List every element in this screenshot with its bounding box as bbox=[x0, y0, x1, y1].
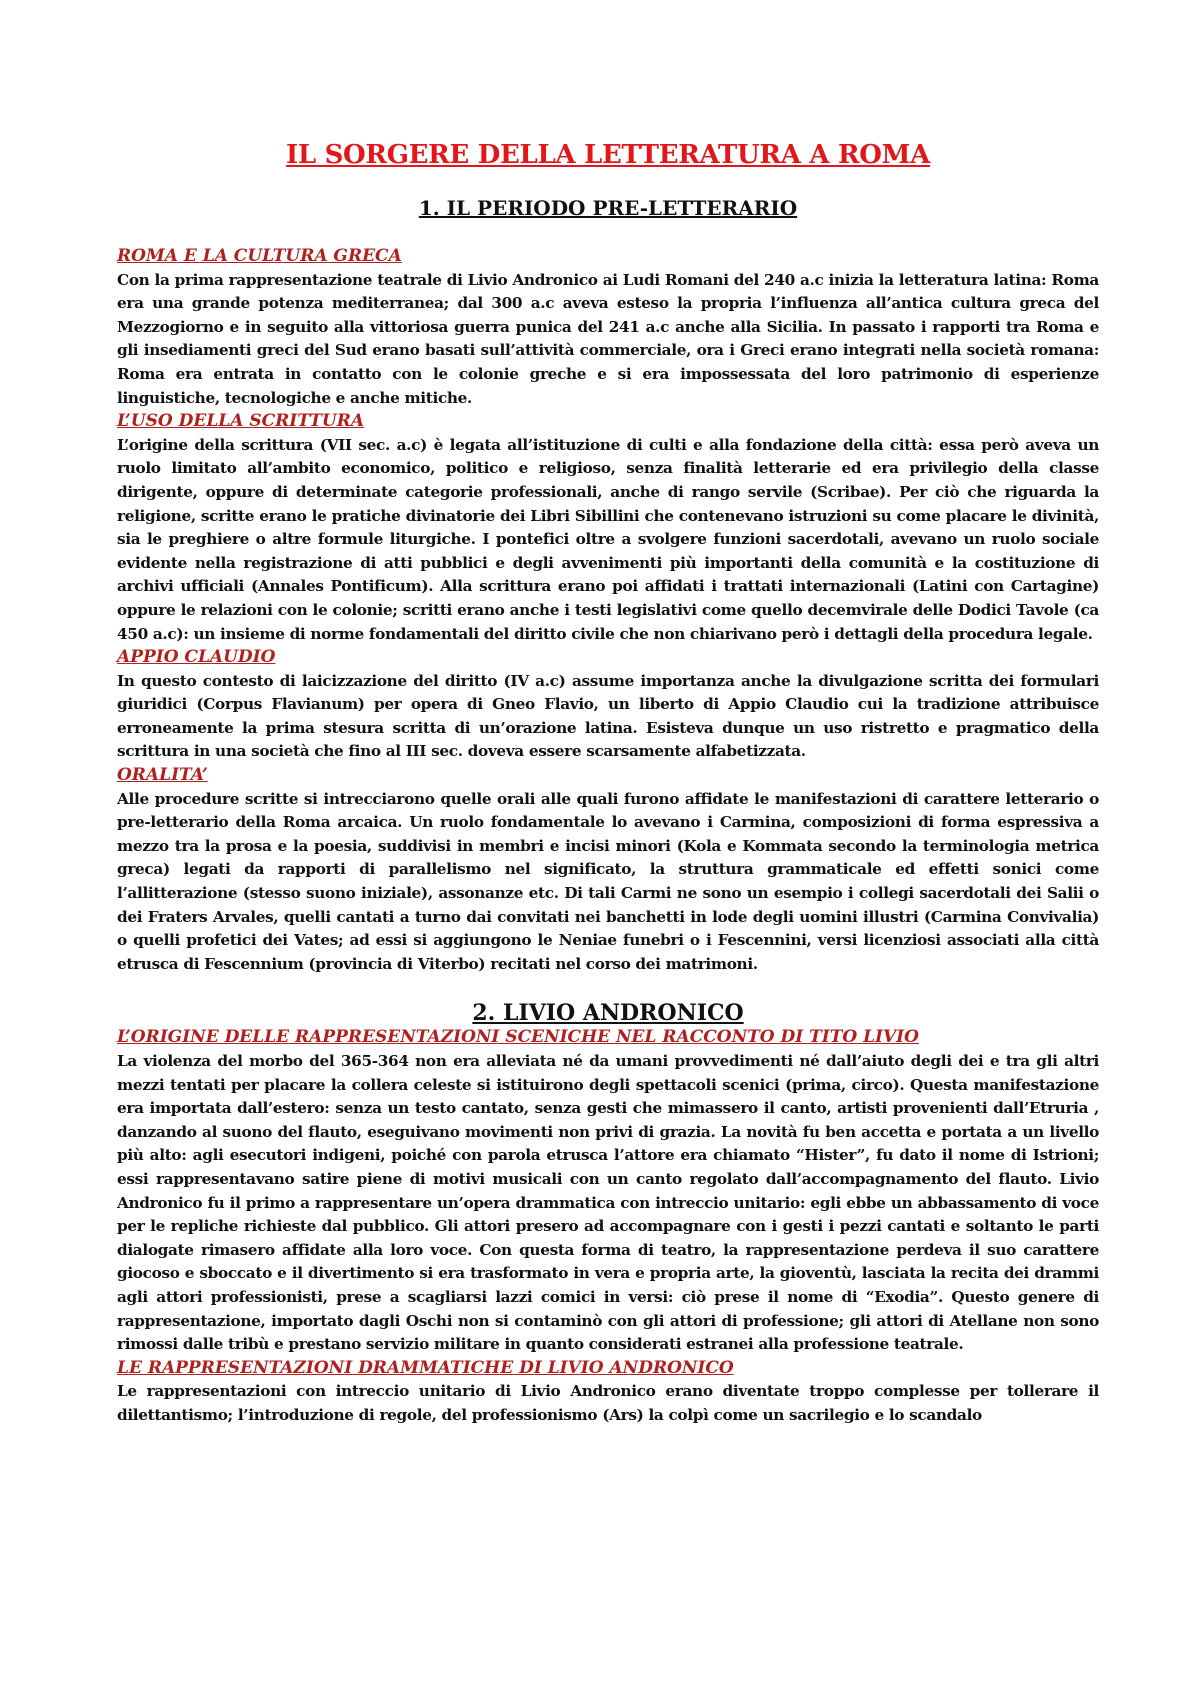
paragraph-oralita: Alle procedure scritte si intrecciarono quelle orali alle quali furono affidate le manifestazioni di carattere letterario o pre-letterario della Roma arcaica. Un ruolo fondamentale lo avevano i Carmina, composizioni di forma espressiva a mezzo tra la prosa e la poesia, suddivisi in membri e incisi minori (Kola e Kommata secondo la terminologia metrica greca) legati da rapporti di parallelismo nel significato, la struttura grammaticale ed effetti sonici come l’allitterazione (stesso suono iniziale), assonanze etc. Di tali Carmi ne sono un esempio i collegi sacerdotali dei Salii o dei Fraters Arvales, quelli cantati a turno dai convitati nei banchetti in lode degli uomini illustri (Carmina Convivalia) o quelli profetici dei Vates; ad essi si aggiungono le Neniae funebri o i Fescennini, versi licenziosi associati alla città etrusca di Fescennium (provincia di Viterbo) recitati nel corso dei matrimoni. bbox=[117, 789, 1099, 973]
subheading-origine-rappresentazioni: L’ORIGINE DELLE RAPPRESENTAZIONI SCENICHE NEL RACCONTO DI TITO LIVIO bbox=[117, 1027, 919, 1048]
section-periodo-pre-letterario bbox=[117, 196, 1099, 976]
paragraph-roma-cultura-greca: Con la prima rappresentazione teatrale di Livio Andronico ai Ludi Romani del 240 a.c inizia la letteratura latina: Roma era una grande potenza mediterranea; dal 300 a.c aveva esteso la propria l’influenza all’antica cultura greca del Mezzogiorno e in seguito alla vittoriosa guerra punica del 241 a.c anche alla Sicilia. In passato i rapporti tra Roma e gli insediamenti greci del Sud erano basati sull’attività commerciale, ora i Greci erano integrati nella società romana: Roma era entrata in contatto con le colonie greche e si era impossessata del loro patrimonio di esperienze linguistiche, tecnologiche e anche mitiche. bbox=[117, 270, 1099, 407]
document-page bbox=[117, 140, 1099, 1428]
paragraph-origine-rappresentazioni: La violenza del morbo del 365-364 non era alleviata né da umani provvedimenti né dall’aiuto degli dei e tra gli altri mezzi tentati per placare la collera celeste si istituirono degli spettacoli scenici (prima, circo). Questa manifestazione era importata dall’estero: senza un testo cantato, senza gesti che mimassero il canto, artisti provenienti dall’Etruria , danzando al suono del flauto, eseguivano movimenti non privi di grazia. La novità fu ben accetta e portata a un livello più alto: agli esecutori indigeni, poiché con parola etrusca l’attore era chiamato “Hister”, fu dato il nome di Istrioni; essi rappresentavano satire piene di motivi musicali con un canto regolato dall’accompagnamento del flauto. Livio Andronico fu il primo a rappresentare un’opera drammatica con intreccio unitario: egli ebbe un abbassamento di voce per le repliche richieste dal pubblico. Gli attori presero ad accompagnare con i gesti i pezzi cantati e soltanto le parti dialogate rimasero affidate alla loro voce. Con questa forma di teatro, la rappresentazione perdeva il suo carattere giocoso e sboccato e il divertimento si era trasformato in vera e propria arte, la gioventù, lasciata la recita dei drammi agli attori professionisti, prese a scagliarsi lazzi comici in versi: ciò prese il nome di “Exodia”. Questo genere di rappresentazione, importato dagli Oschi non si contaminò con gli attori di professione; gli attori di Atellane non sono rimossi dalle tribù e prestano servizio militare in quanto considerati estranei alla professione teatrale. bbox=[117, 1052, 1099, 1354]
section-livio-andronico bbox=[117, 1000, 1099, 1427]
section-heading: 1. IL PERIODO PRE-LETTERARIO bbox=[418, 196, 798, 220]
paragraph-rappresentazioni-drammatiche: Le rappresentazioni con intreccio unitario di Livio Andronico erano diventate troppo complesse per tollerare il dilettantismo; l’introduzione di regole, del professionismo (Ars) la colpì come un sacrilegio e lo scandalo bbox=[117, 1382, 1099, 1424]
subheading-roma-cultura-greca: ROMA E LA CULTURA GRECA bbox=[117, 246, 402, 266]
section-heading: 2. LIVIO ANDRONICO bbox=[472, 1000, 744, 1027]
subheading-uso-scrittura: L’USO DELLA SCRITTURA bbox=[117, 411, 365, 432]
document-title: IL SORGERE DELLA LETTERATURA A ROMA bbox=[285, 140, 930, 170]
subheading-rappresentazioni-drammatiche: LE RAPPRESENTAZIONI DRAMMATICHE DI LIVIO ANDRONICO bbox=[117, 1357, 734, 1378]
subheading-appio-claudio: APPIO CLAUDIO bbox=[117, 647, 276, 668]
paragraph-appio-claudio: In questo contesto di laicizzazione del diritto (IV a.c) assume importanza anche la divulgazione scritta dei formulari giuridici (Corpus Flavianum) per opera di Gneo Flavio, un liberto di Appio Claudio cui la tradizione attribuisce erroneamente la prima stesura scritta di un’orazione latina. Esisteva dunque un uso ristretto e pragmatico della scrittura in una società che fino al III sec. doveva essere scarsamente alfabetizzata. bbox=[117, 671, 1099, 761]
subheading-oralita: ORALITA’ bbox=[117, 765, 208, 786]
paragraph-uso-scrittura: L’origine della scrittura (VII sec. a.c) è legata all’istituzione di culti e alla fondazione della città: essa però aveva un ruolo limitato all’ambito economico, politico e religioso, senza finalità letterarie ed era privilegio della classe dirigente, oppure di determinate categorie professionali, anche di rango servile (Scribae). Per ciò che riguarda la religione, scritte erano le pratiche divinatorie dei Libri Sibillini che contenevano istruzioni su come placare le divinità, sia le preghiere o altre formule liturgiche. I pontefici oltre a svolgere funzioni sacerdotali, avevano un ruolo sociale evidente nella registrazione di atti pubblici e degli avvenimenti più importanti della comunità e la costituzione di archivi ufficiali (Annales Pontificum). Alla scrittura erano poi affidati i trattati internazionali (Latini con Cartagine) oppure le relazioni con le colonie; scritti erano anche i testi legislativi come quello decemvirale delle Dodici Tavole (ca 450 a.c): un insieme di norme fondamentali del diritto civile che non chiarivano però i dettagli della procedura legale. bbox=[117, 435, 1099, 643]
